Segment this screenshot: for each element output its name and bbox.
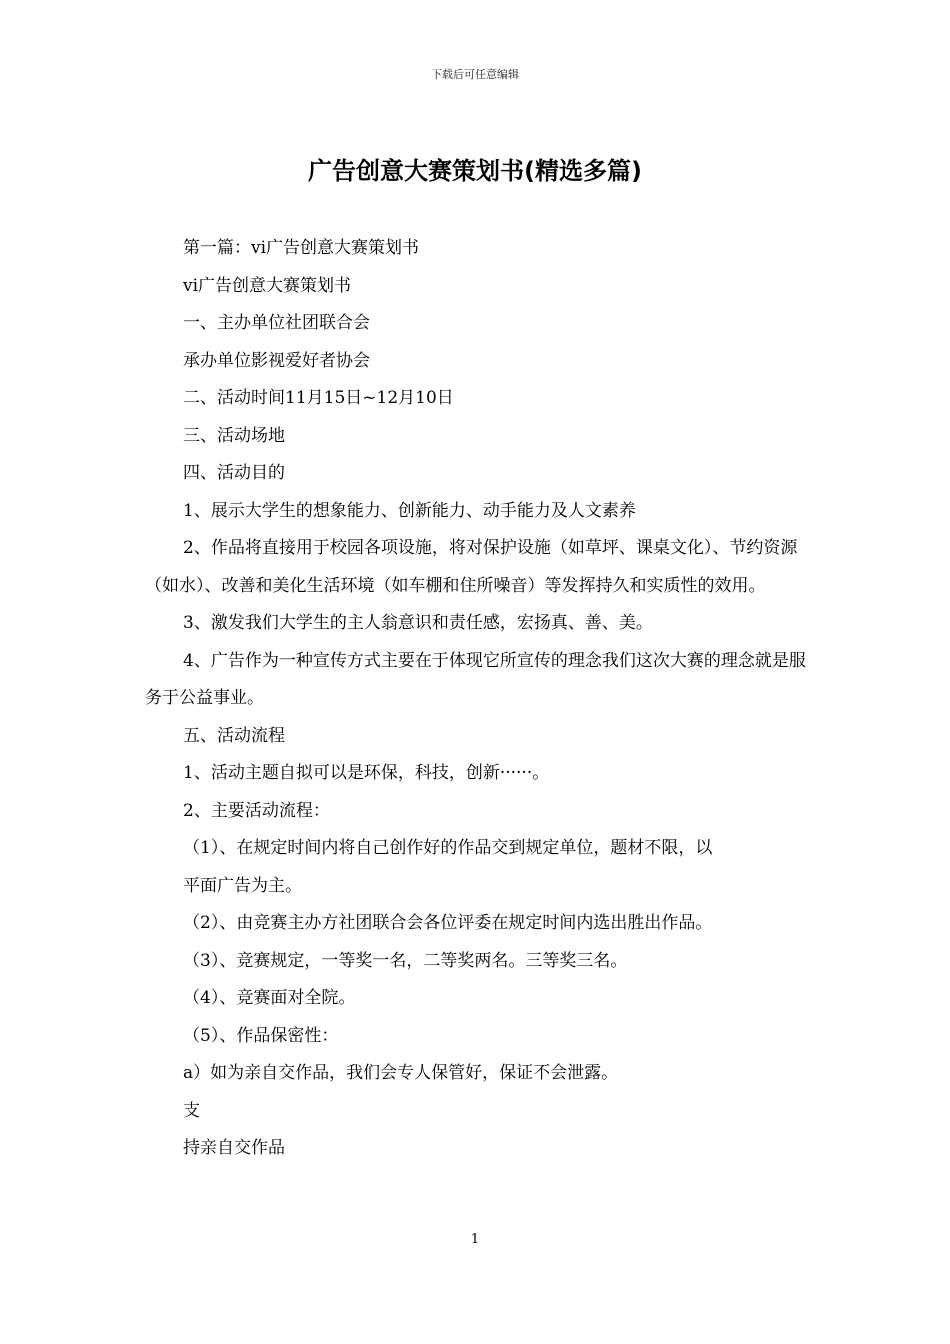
paragraph: 2、主要活动流程： (183, 800, 330, 821)
paragraph: （2）、由竞赛主办方社团联合会各位评委在规定时间内选出胜出作品。 (183, 913, 713, 933)
paragraph: （3）、竞赛规定，一等奖一名，二等奖两名。三等奖三名。 (183, 950, 628, 971)
paragraph: 四、活动目的 (183, 463, 285, 483)
paragraph: 承办单位影视爱好者协会 (183, 350, 370, 371)
paragraph: 平面广告为主。 (183, 875, 302, 896)
paragraph: 一、主办单位社团联合会 (183, 313, 370, 333)
document-title: 广告创意大赛策划书(精选多篇) (308, 157, 642, 185)
paragraph: （4）、竞赛面对全院。 (183, 988, 356, 1008)
paragraph: 持亲自交作品 (183, 1138, 285, 1158)
paragraph: 二、活动时间11月15日~12月10日 (183, 388, 454, 408)
document-body (145, 230, 810, 1168)
paragraph: 三、活动场地 (183, 425, 285, 446)
paragraph: （5）、作品保密性： (183, 1025, 339, 1046)
paragraph: 4、广告作为一种宣传方式主要在于体现它所宣传的理念我们这次大赛的理念就是服务于公益事业。 (145, 650, 806, 708)
paragraph: 1、活动主题自拟可以是环保，科技，创新······。 (183, 763, 550, 783)
paragraph: （1）、在规定时间内将自己创作好的作品交到规定单位，题材不限，以 (183, 838, 713, 858)
paragraph: 五、活动流程 (183, 725, 285, 746)
header-note: 下载后可任意编辑 (431, 68, 519, 81)
paragraph: 支 (183, 1100, 200, 1121)
page-number: 1 (470, 1232, 480, 1247)
paragraph: 3、激发我们大学生的主人翁意识和责任感，宏扬真、善、美。 (183, 613, 653, 633)
paragraph: 2、作品将直接用于校园各项设施，将对保护设施（如草坪、课桌文化）、节约资源（如水）、改善和美化生活环境（如车棚和住所噪音）等发挥持久和实质性的效用。 (145, 538, 798, 596)
paragraph: 1、展示大学生的想象能力、创新能力、动手能力及人文素养 (183, 500, 636, 521)
paragraph: 第一篇：vi广告创意大赛策划书 (183, 238, 420, 258)
paragraph: vi广告创意大赛策划书 (183, 275, 352, 296)
paragraph: a）如为亲自交作品，我们会专人保管好，保证不会泄露。 (183, 1063, 619, 1083)
